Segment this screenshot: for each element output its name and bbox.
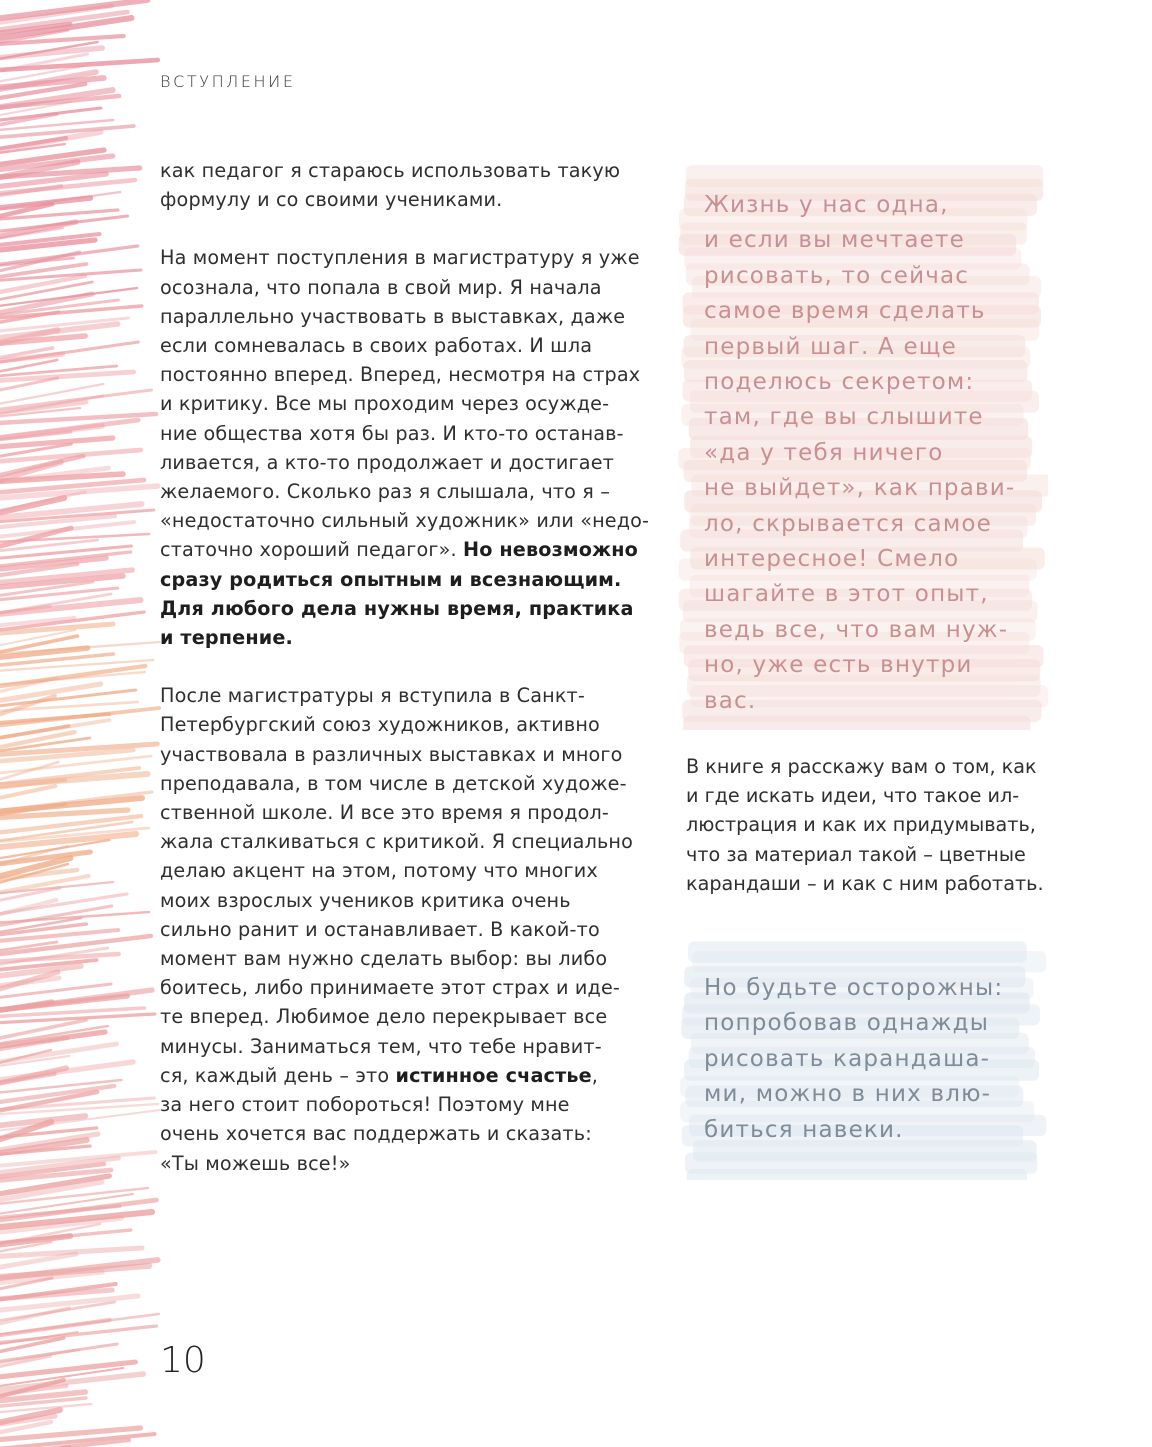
text-line: Для любого дела нужны время, практика <box>160 596 634 620</box>
text-line: делаю акцент на этом, потому что многих <box>160 859 598 883</box>
text-line: минусы. Заниматься тем, что тебе нравит- <box>160 1034 602 1058</box>
text-line: очень хочется вас поддержать и сказать: <box>160 1122 592 1146</box>
text-line: там, где вы слышите <box>704 404 984 431</box>
book-overview-text <box>686 752 1044 898</box>
text-line: ливается, а кто-то продолжает и достигает <box>160 450 614 474</box>
text-line: формулу и со своими учениками. <box>160 188 503 212</box>
text-line: и критику. Все мы проходим через осужде- <box>160 392 610 416</box>
text-line: за него стоит побороться! Поэтому мне <box>160 1093 570 1117</box>
text-line: сильно ранит и останавливает. В какой-то <box>160 917 600 941</box>
text-normal: статочно хороший педагог». <box>160 538 463 562</box>
text-line: самое время сделать <box>704 298 986 325</box>
text-line: попробовав однажды <box>704 1010 990 1037</box>
text-line: Жизнь у нас одна, <box>704 192 949 218</box>
text-line: ло, скрывается самое <box>704 510 992 537</box>
text-bold: Но невозможно <box>463 538 639 562</box>
text-line: как педагог я стараюсь использовать такую <box>160 159 621 182</box>
text-line: если сомневалась в своих работах. И шла <box>160 334 593 358</box>
text-line: и если вы мечтаете <box>704 227 965 254</box>
text-line: участвовала в различных выставках и много <box>160 742 623 766</box>
text-line: и где искать идеи, что такое ил- <box>686 784 1020 808</box>
text-line: жала сталкиваться с критикой. Я специально <box>160 830 634 854</box>
main-text-column <box>160 156 660 1207</box>
quote-blue <box>704 971 1003 1148</box>
text-line: ми, можно в них влю- <box>704 1081 992 1108</box>
text-line: биться навеки. <box>704 1116 904 1143</box>
text-line: После магистратуры я вступила в Санкт- <box>160 684 585 708</box>
paragraph-3 <box>160 681 660 1177</box>
text-line: рисовать карандаша- <box>704 1045 991 1072</box>
text-line: и терпение. <box>160 626 293 650</box>
paragraph-2 <box>160 243 660 652</box>
text-line: «Ты можешь все!» <box>160 1151 351 1175</box>
text-line: те вперед. Любимое дело перекрывает все <box>160 1005 608 1029</box>
mixed-line <box>160 535 660 564</box>
text-line: люстрация и как их придумывать, <box>686 813 1036 837</box>
paragraph-1 <box>160 156 660 214</box>
text-line: первый шаг. А еще <box>704 333 958 360</box>
page-number: 10 <box>160 1340 206 1381</box>
text-line: Но будьте осторожны: <box>704 975 1004 1001</box>
text-line: шагайте в этот опыт, <box>704 581 989 608</box>
text-line: ственной школе. И все это время я продол- <box>160 801 610 825</box>
mixed-line <box>160 1061 660 1090</box>
text-line: На момент поступления в магистратуру я уже <box>160 246 640 270</box>
text-line: осознала, что попала в свой мир. Я начала <box>160 275 602 299</box>
text-normal: , <box>591 1063 599 1087</box>
section-title: ВСТУПЛЕНИЕ <box>160 72 296 91</box>
text-line: но, уже есть внутри <box>704 652 973 679</box>
text-line: желаемого. Сколько раз я слышала, что я – <box>160 480 610 504</box>
text-line: постоянно вперед. Вперед, несмотря на страх <box>160 363 641 387</box>
text-line: моих взрослых учеников критика очень <box>160 888 571 912</box>
quote-pink <box>704 188 1015 719</box>
text-line: сразу родиться опытным и всезнающим. <box>160 567 622 591</box>
text-normal: ся, каждый день – это <box>160 1063 396 1087</box>
text-line: рисовать, то сейчас <box>704 262 970 289</box>
text-line: преподавала, в том числе в детской художе- <box>160 771 627 795</box>
text-line: В книге я расскажу вам о том, как <box>686 755 1037 778</box>
text-line: ние общества хотя бы раз. И кто-то останав- <box>160 421 624 445</box>
text-line: поделюсь секретом: <box>704 369 975 396</box>
text-line: ведь все, что вам нуж- <box>704 616 1009 643</box>
text-line: боитесь, либо принимаете этот страх и иде- <box>160 976 620 1000</box>
text-line: Петербургский союз художников, активно <box>160 713 600 737</box>
text-line: параллельно участвовать в выставках, даже <box>160 304 626 328</box>
text-line: интересное! Смело <box>704 546 960 573</box>
text-line: карандаши – и как с ним работать. <box>686 871 1044 895</box>
text-line: не выйдет», как прави- <box>704 475 1016 502</box>
text-line: вас. <box>704 687 757 714</box>
text-line: момент вам нужно сделать выбор: вы либо <box>160 947 608 971</box>
text-bold: истинное счастье <box>395 1063 592 1087</box>
text-line: «да у тебя ничего <box>704 439 944 466</box>
text-line: «недостаточно сильный художник» или «недо- <box>160 509 650 533</box>
text-line: что за материал такой – цветные <box>686 842 1026 866</box>
